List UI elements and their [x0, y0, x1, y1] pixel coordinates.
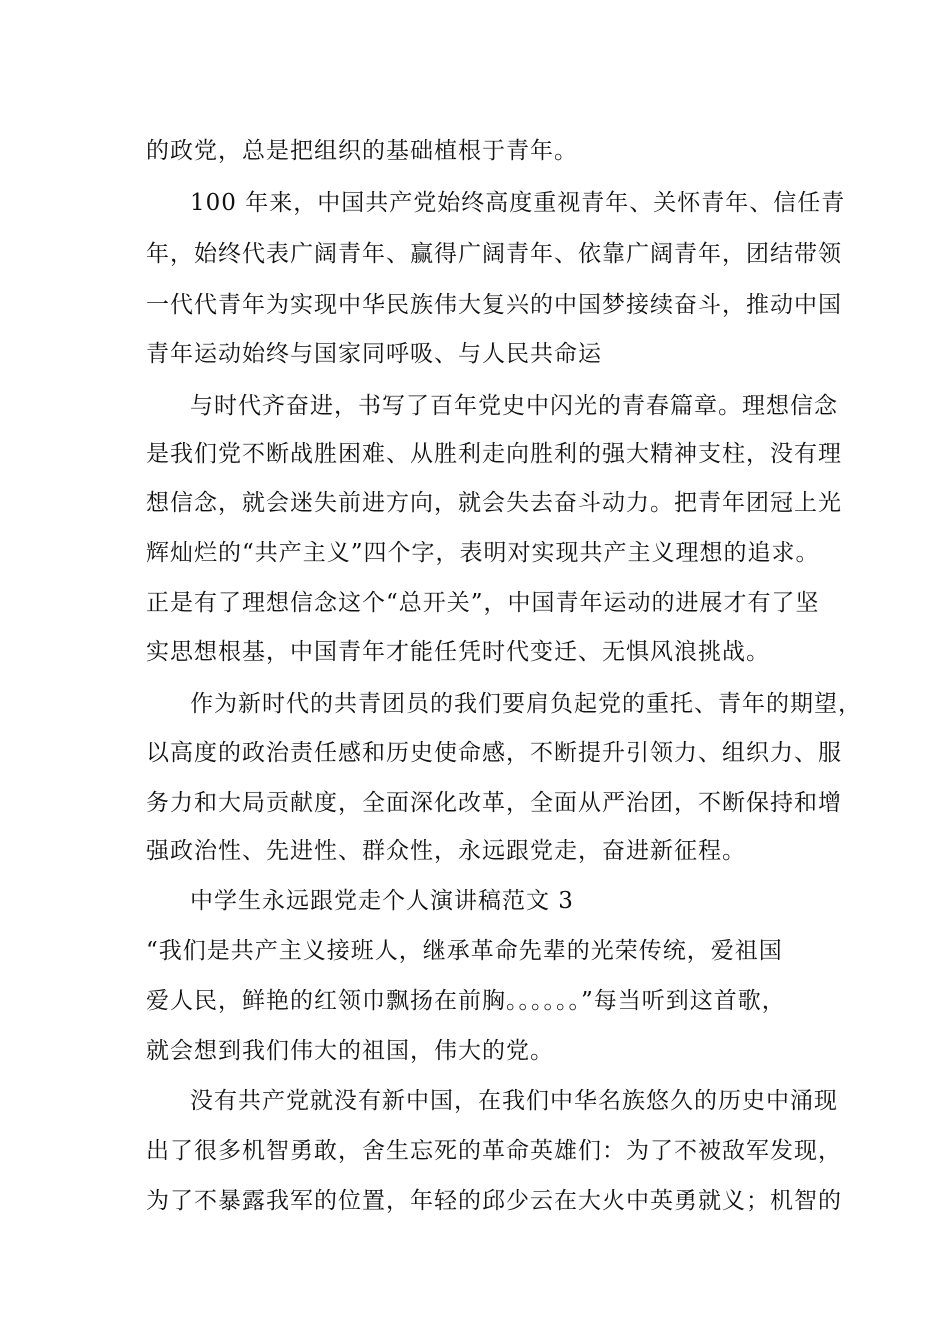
paragraph-start: “我们是共产主义接班人，继承革命先辈的光荣传统，爱祖国: [146, 938, 783, 964]
text-line: 辉灿烂的“共产主义”四个字，表明对实现共产主义理想的追求。: [146, 540, 820, 566]
text-line: 实思想根基，中国青年才能任凭时代变迁、无惧风浪挑战。: [146, 639, 770, 665]
paragraph-start: 与时代齐奋进，书写了百年党史中闪光的青春篇章。理想信念: [190, 393, 838, 419]
text-line: 年，始终代表广阔青年、赢得广阔青年、依靠广阔青年，团结带领: [146, 241, 842, 267]
text-line: 爱人民，鲜艳的红领巾飘扬在前胸。。。。。。”每当听到这首歌，: [146, 988, 786, 1014]
section-heading: 中学生永远跟党走个人演讲稿范文 3: [190, 888, 574, 914]
text-line: 为了不暴露我军的位置，年轻的邱少云在大火中英勇就义；机智的: [146, 1188, 842, 1214]
text-line: 就会想到我们伟大的祖国，伟大的党。: [146, 1038, 554, 1064]
paragraph-start: 100 年来，中国共产党始终高度重视青年、关怀青年、信任青: [190, 190, 846, 216]
text-line: 强政治性、先进性、群众性，永远跟党走，奋进新征程。: [146, 838, 746, 864]
text-line: 以高度的政治责任感和历史使命感，不断提升引领力、组织力、服: [146, 740, 842, 766]
paragraph-start: 作为新时代的共青团员的我们要肩负起党的重托、青年的期望，: [190, 691, 862, 717]
text-line: 出了很多机智勇敢，舍生忘死的革命英雄们：为了不被敌军发现，: [146, 1138, 842, 1164]
text-line: 是我们党不断战胜困难、从胜利走向胜利的强大精神支柱，没有理: [146, 441, 842, 467]
text-line: 青年运动始终与国家同呼吸、与人民共命运: [146, 341, 602, 367]
text-line: 的政党，总是把组织的基础植根于青年。: [146, 138, 578, 164]
text-line: 一代代青年为实现中华民族伟大复兴的中国梦接续奋斗，推动中国: [146, 292, 842, 318]
paragraph-start: 没有共产党就没有新中国，在我们中华名族悠久的历史中涌现: [190, 1088, 838, 1114]
text-line: 务力和大局贡献度，全面深化改革，全面从严治团，不断保持和增: [146, 790, 842, 816]
text-line: 想信念，就会迷失前进方向，就会失去奋斗动力。把青年团冠上光: [146, 490, 842, 516]
text-line: 正是有了理想信念这个“总开关”，中国青年运动的进展才有了坚: [146, 590, 820, 616]
